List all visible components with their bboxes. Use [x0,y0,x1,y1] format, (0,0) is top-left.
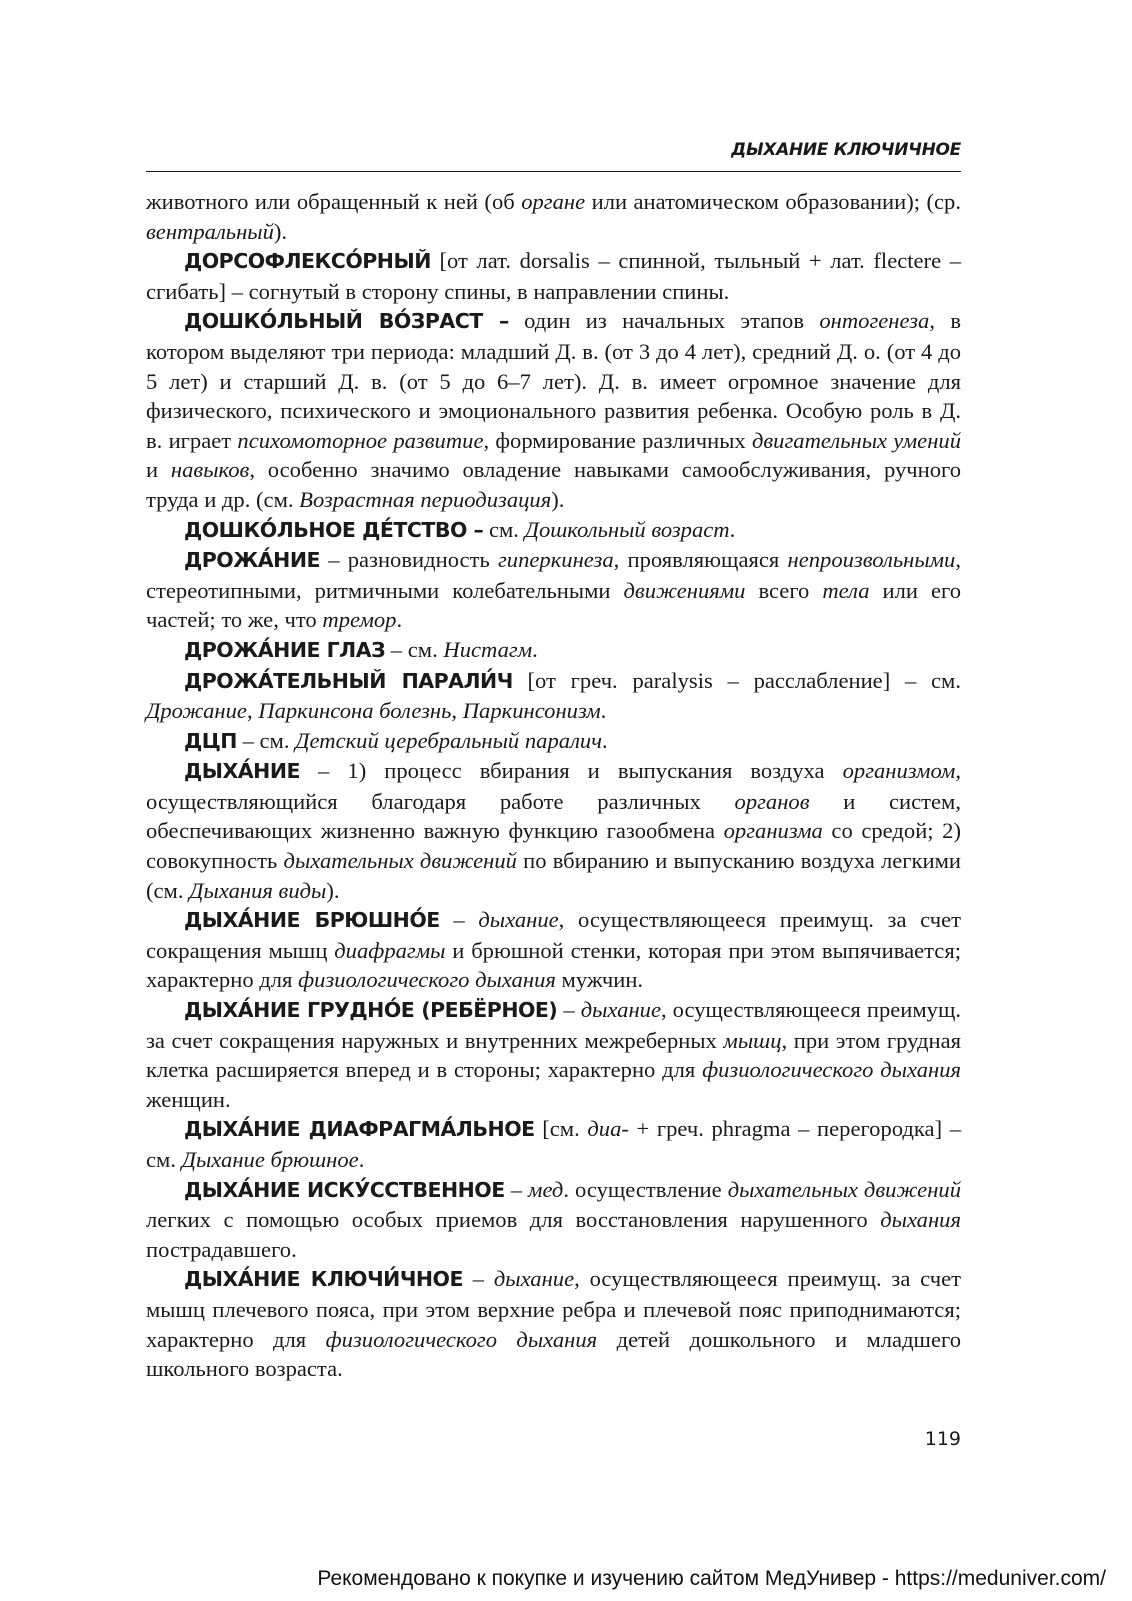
running-head: ДЫХАНИЕ КЛЮЧИЧНОЕ [731,140,961,160]
headword: ДРОЖА́НИЕ ГЛАЗ [184,637,386,662]
headword: ДЫХА́НИЕ ГРУДНО́Е (РЕБЁРНОЕ) [184,998,558,1023]
entry-drozhanie-glaz: ДРОЖА́НИЕ ГЛАЗ – см. Нистагм. [184,636,538,662]
headword: ДЫХА́НИЕ КЛЮЧИ́ЧНОЕ [184,1267,463,1292]
header-rule [146,171,961,172]
headword: ДЫХА́НИЕ ДИАФРАГМА́ЛЬНОЕ [184,1117,535,1142]
headword: ДРОЖА́ТЕЛЬНЫЙ ПАРАЛИ́Ч [184,668,513,693]
headword: ДОРСОФЛЕКСО́РНЫЙ [184,249,431,274]
headword: ДРОЖА́НИЕ [184,548,320,573]
entry-dykhanie-grudnoe: ДЫХА́НИЕ ГРУДНО́Е (РЕБЁРНОЕ) – дыхание, осуществляющееся преимущ. за счет сокращения наружных и внутренних межреберных мышц, при этом грудная клетка расширяется вперед и в стороны; характерно для физиологического дыхания женщин. [146,997,961,1112]
entry-doshkolnoe-detstvo: ДОШКО́ЛЬНОЕ ДЕ́ТСТВО – см. Дошкольный возраст. [184,516,736,542]
headword: ДОШКО́ЛЬНЫЙ ВО́ЗРАСТ – [184,309,509,334]
headword: ДЦП [184,728,237,753]
entry-continuation: животного или обращенный к ней (об органе или анатомическом образовании); (ср. вентральный). [146,189,961,244]
entry-dykhanie-diafragmalnoe: ДЫХА́НИЕ ДИАФРАГМА́ЛЬНОЕ [см. диа- + греч. phragma – перегородка] – см. Дыхание брюшное. [146,1116,961,1172]
entry-doshkolny-vozrast: ДОШКО́ЛЬНЫЙ ВО́ЗРАСТ – один из начальных этапов онтогенеза, в котором выделяют три периода: младший Д. в. (от 3 до 4 лет), средний Д. о. (от 4 до 5 лет) и старший Д. в. (от 5 до 6–7 лет). Д. в. имеет огромное значение для физического, психического и эмоционального развития ребенка. Особую роль в Д. в. играет психомоторное развитие, формирование различных двигательных умений и навыков, особенно значимо овладение навыками самообслуживания, ручного труда и др. (см. Возрастная периодизация). [146,308,962,512]
entry-dykhanie-iskusstvennoe: ДЫХА́НИЕ ИСКУ́ССТВЕННОЕ – мед. осуществление дыхательных движений легких с помощью особых приемов для восстановления нарушенного дыхания пострадавшего. [146,1176,962,1262]
entry-drozhanie: ДРОЖА́НИЕ – разновидность гиперкинеза, проявляющаяся непроизвольными, стереотипными, ритмичными колебательными движениями всего тела или его частей; то же, что тремор. [146,547,962,633]
headword: ДЫХА́НИЕ ИСКУ́ССТВЕННОЕ [184,1177,505,1202]
entry-dykhanie-bryushnoe: ДЫХА́НИЕ БРЮШНО́Е – дыхание, осуществляющееся преимущ. за счет сокращения мышц диафрагмы и брюшной стенки, которая при этом выпячивается; характерно для физиологического дыхания мужчин. [146,907,962,993]
headword: ДЫХА́НИЕ [184,759,300,784]
entry-dorsoflexorny: ДОРСОФЛЕКСО́РНЫЙ [от лат. dorsalis – спинной, тыльный + лат. flectere – сгибать] – согнутый в сторону спины, в направлении спины. [146,248,961,304]
headword: ДОШКО́ЛЬНОЕ ДЕ́ТСТВО – [184,517,484,542]
footer-recommendation: Рекомендовано к покупке и изучению сайтом МедУнивер - https://meduniver.com/ [317,1567,1106,1590]
page-body [146,187,961,1384]
entry-dykhanie-klyuchichnoe: ДЫХА́НИЕ КЛЮЧИ́ЧНОЕ – дыхание, осуществляющееся преимущ. за счет мышц плечевого пояса, при этом верхние ребра и плечевой пояс приподнимаются; характерно для физиологического дыхания детей дошкольного и младшего школьного возраста. [146,1266,961,1382]
entry-dykhanie: ДЫХА́НИЕ – 1) процесс вбирания и выпускания воздуха организмом, осуществляющийся благодаря работе различных органов и систем, обеспечивающих жизненно важную функцию газообмена организма со средой; 2) совокупность дыхательных движений по вбиранию и выпусканию воздуха легкими (см. Дыхания виды). [146,758,962,903]
headword: ДЫХА́НИЕ БРЮШНО́Е [184,908,440,933]
entry-drozhatelny-paralich: ДРОЖА́ТЕЛЬНЫЙ ПАРАЛИ́Ч [от греч. paralysis – расслабление] – см. Дрожание, Паркинсона болезнь, Паркинсонизм. [146,667,961,724]
page-number: 119 [924,1428,961,1450]
entry-dcp: ДЦП – см. Детский церебральный паралич. [184,727,608,753]
